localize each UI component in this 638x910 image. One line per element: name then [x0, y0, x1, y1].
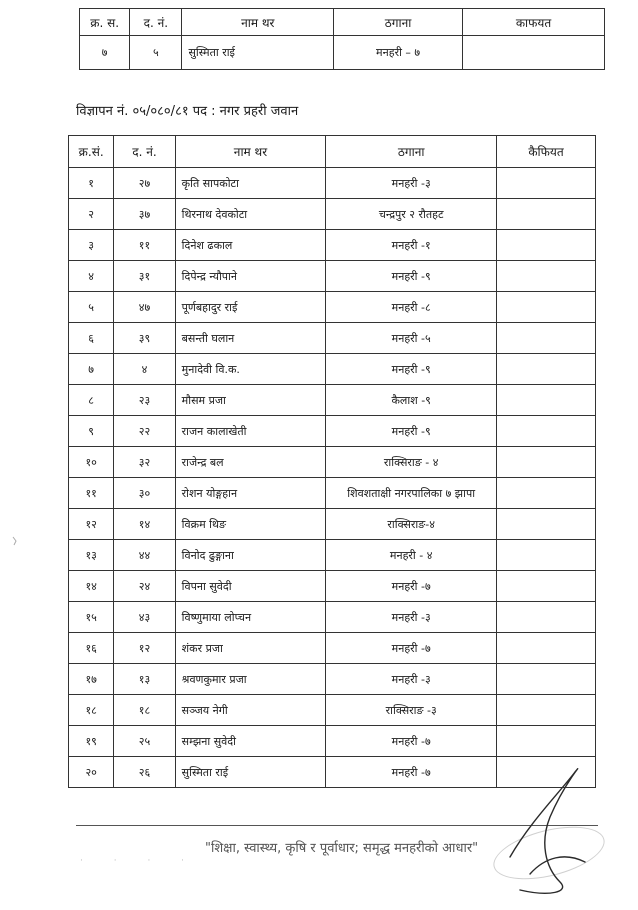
table-row — [69, 292, 596, 323]
cell-remarks — [497, 633, 596, 664]
cell-remarks — [497, 199, 596, 230]
table-row — [69, 323, 596, 354]
cell-serial: ७ — [80, 36, 130, 70]
cell-address: राक्सिराङ-४ — [326, 509, 497, 540]
margin-mark — [12, 536, 18, 546]
cell-remarks — [497, 292, 596, 323]
table-row — [80, 36, 605, 70]
cell-remarks — [497, 509, 596, 540]
cell-roll: २२ — [114, 416, 175, 447]
cell-name: थिरनाथ देवकोटा — [175, 199, 326, 230]
cell-remarks — [497, 323, 596, 354]
cell-roll: ३९ — [114, 323, 175, 354]
cell-serial: ५ — [69, 292, 114, 323]
cell-address: चन्द्रपुर २ रौतहट — [326, 199, 497, 230]
cell-roll: ४७ — [114, 292, 175, 323]
cell-serial: १५ — [69, 602, 114, 633]
cell-serial: ४ — [69, 261, 114, 292]
cell-address: मनहरी – ७ — [334, 36, 463, 70]
cell-serial: ३ — [69, 230, 114, 261]
cell-remarks — [497, 695, 596, 726]
cell-address: राक्सिराङ - ४ — [326, 447, 497, 478]
cell-name: पूर्णबहादुर राई — [175, 292, 326, 323]
cell-roll: २६ — [114, 757, 175, 788]
cell-serial: १७ — [69, 664, 114, 695]
cell-roll: ५ — [130, 36, 182, 70]
cell-address: मनहरी -७ — [326, 726, 497, 757]
header-roll: द. नं. — [130, 9, 182, 36]
header-roll: द. नं. — [114, 136, 175, 168]
footer-faint-marks: · · · · — [80, 856, 199, 866]
table-row — [69, 602, 596, 633]
table-row — [69, 168, 596, 199]
signature-mark — [490, 762, 630, 902]
cell-roll: २३ — [114, 385, 175, 416]
cell-remarks — [497, 540, 596, 571]
cell-serial: १० — [69, 447, 114, 478]
header-address: ठगाना — [334, 9, 463, 36]
header-name: नाम थर — [182, 9, 334, 36]
cell-address: मनहरी -९ — [326, 416, 497, 447]
cell-address: मनहरी -७ — [326, 633, 497, 664]
cell-roll: ११ — [114, 230, 175, 261]
header-remarks: काफयत — [463, 9, 605, 36]
cell-address: मनहरी -९ — [326, 354, 497, 385]
cell-name: कृति सापकोटा — [175, 168, 326, 199]
cell-roll: ४३ — [114, 602, 175, 633]
cell-address: मनहरी -७ — [326, 757, 497, 788]
candidate-table — [68, 135, 596, 788]
cell-address: मनहरी -३ — [326, 602, 497, 633]
cell-name: रोशन योङ्गहान — [175, 478, 326, 509]
cell-serial: १ — [69, 168, 114, 199]
cell-roll: १२ — [114, 633, 175, 664]
cell-name: सम्झना सुवेदी — [175, 726, 326, 757]
header-serial: क्र.सं. — [69, 136, 114, 168]
table-row — [69, 509, 596, 540]
table-header-row — [69, 136, 596, 168]
cell-serial: १२ — [69, 509, 114, 540]
cell-roll: ४४ — [114, 540, 175, 571]
cell-name: दिपेन्द्र न्यौपाने — [175, 261, 326, 292]
cell-remarks — [497, 261, 596, 292]
cell-roll: ३० — [114, 478, 175, 509]
cell-roll: ४ — [114, 354, 175, 385]
cell-serial: ७ — [69, 354, 114, 385]
header-remarks: कैफियत — [497, 136, 596, 168]
cell-address: मनहरी -७ — [326, 571, 497, 602]
cell-address: मनहरी -५ — [326, 323, 497, 354]
cell-serial: १९ — [69, 726, 114, 757]
cell-roll: ३१ — [114, 261, 175, 292]
cell-roll: ३२ — [114, 447, 175, 478]
cell-serial: २० — [69, 757, 114, 788]
advertisement-heading: विज्ञापन नं. ०५/०८०/८१ पद : नगर प्रहरी जवान — [76, 104, 299, 119]
cell-name: राजन कालाखेती — [175, 416, 326, 447]
table-row — [69, 447, 596, 478]
footer-motto: "शिक्षा, स्वास्थ्य, कृषि र पूर्वाधार; समृद्ध मनहरीको आधार" — [205, 841, 479, 856]
cell-serial: १४ — [69, 571, 114, 602]
cell-roll: २७ — [114, 168, 175, 199]
header-name: नाम थर — [175, 136, 326, 168]
cell-roll: १३ — [114, 664, 175, 695]
table-row — [69, 416, 596, 447]
cell-remarks — [497, 354, 596, 385]
cell-serial: १८ — [69, 695, 114, 726]
cell-name: दिनेश ढकाल — [175, 230, 326, 261]
cell-name: सञ्जय नेगी — [175, 695, 326, 726]
header-address: ठगाना — [326, 136, 497, 168]
cell-serial: ८ — [69, 385, 114, 416]
cell-remarks — [463, 36, 605, 70]
cell-remarks — [497, 726, 596, 757]
cell-name: विनोद ढुङ्गाना — [175, 540, 326, 571]
cell-remarks — [497, 230, 596, 261]
cell-roll: १८ — [114, 695, 175, 726]
cell-name: सुस्मिता राई — [175, 757, 326, 788]
table-row — [69, 726, 596, 757]
cell-address: राक्सिराङ -३ — [326, 695, 497, 726]
previous-page-table — [79, 8, 605, 70]
cell-address: कैलाश -९ — [326, 385, 497, 416]
cell-address: मनहरी - ४ — [326, 540, 497, 571]
cell-name: बसन्ती घलान — [175, 323, 326, 354]
table-row — [69, 261, 596, 292]
cell-address: मनहरी -३ — [326, 664, 497, 695]
cell-remarks — [497, 602, 596, 633]
cell-roll: २५ — [114, 726, 175, 757]
cell-serial: ११ — [69, 478, 114, 509]
cell-remarks — [497, 571, 596, 602]
cell-address: मनहरी -८ — [326, 292, 497, 323]
cell-address: मनहरी -९ — [326, 261, 497, 292]
table-row — [69, 354, 596, 385]
cell-name: विपना सुवेदी — [175, 571, 326, 602]
cell-name: राजेन्द्र बल — [175, 447, 326, 478]
cell-remarks — [497, 385, 596, 416]
cell-serial: १६ — [69, 633, 114, 664]
cell-address: मनहरी -१ — [326, 230, 497, 261]
cell-remarks — [497, 478, 596, 509]
cell-address: शिवशताक्षी नगरपालिका ७ झापा — [326, 478, 497, 509]
cell-name: सुस्मिता राई — [182, 36, 334, 70]
cell-address: मनहरी -३ — [326, 168, 497, 199]
table-header-row — [80, 9, 605, 36]
header-serial: क्र. स. — [80, 9, 130, 36]
cell-roll: २४ — [114, 571, 175, 602]
table-row — [69, 664, 596, 695]
cell-serial: ९ — [69, 416, 114, 447]
cell-serial: २ — [69, 199, 114, 230]
cell-remarks — [497, 416, 596, 447]
cell-serial: ६ — [69, 323, 114, 354]
cell-serial: १३ — [69, 540, 114, 571]
cell-roll: ३७ — [114, 199, 175, 230]
table-row — [69, 199, 596, 230]
table-row — [69, 230, 596, 261]
cell-name: श्रवणकुमार प्रजा — [175, 664, 326, 695]
cell-remarks — [497, 447, 596, 478]
cell-remarks — [497, 168, 596, 199]
cell-name: मुनादेवी वि.क. — [175, 354, 326, 385]
table-row — [69, 478, 596, 509]
cell-name: मौसम प्रजा — [175, 385, 326, 416]
cell-remarks — [497, 664, 596, 695]
table-row — [69, 633, 596, 664]
table-row — [69, 385, 596, 416]
cell-name: विष्णुमाया लोप्चन — [175, 602, 326, 633]
table-row — [69, 695, 596, 726]
cell-roll: १४ — [114, 509, 175, 540]
table-row — [69, 571, 596, 602]
cell-name: विक्रम थिङ — [175, 509, 326, 540]
cell-name: शंकर प्रजा — [175, 633, 326, 664]
table-row — [69, 540, 596, 571]
